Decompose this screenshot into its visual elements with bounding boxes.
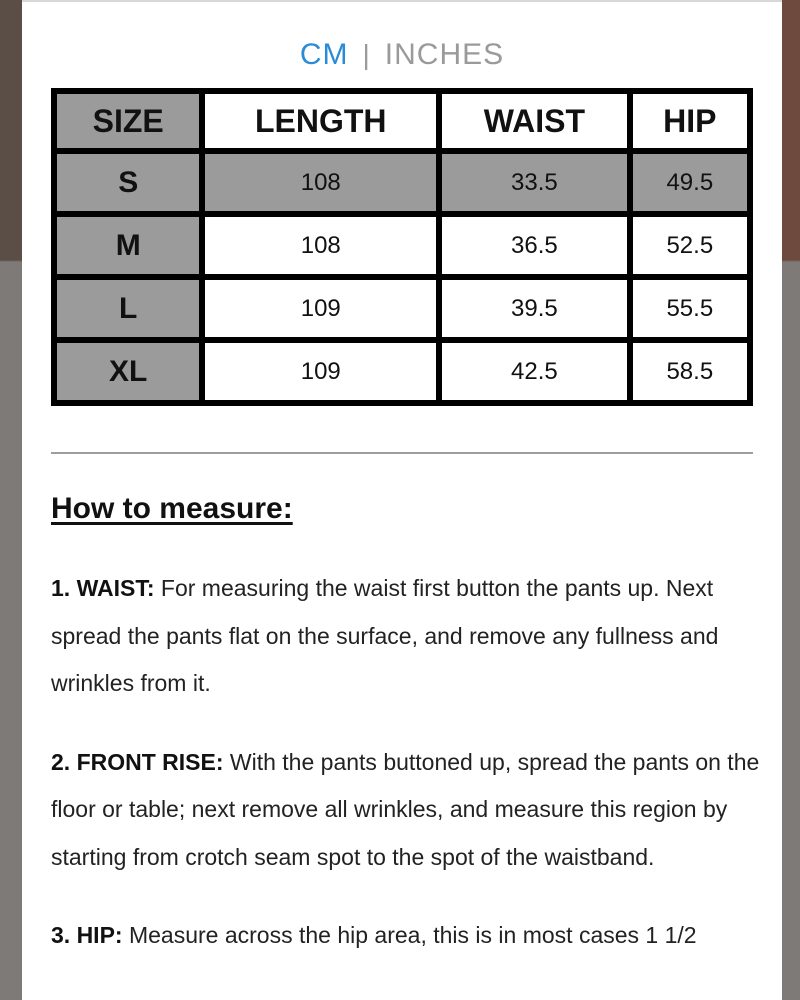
cell-waist: 36.5 [442, 217, 627, 274]
cell-hip: 52.5 [633, 217, 747, 274]
cell-hip: 55.5 [633, 280, 747, 337]
table-row [57, 217, 747, 274]
table-row [57, 343, 747, 400]
header-length: LENGTH [205, 94, 436, 148]
step-text: Measure across the hip area, this is in most cases 1 1/2 [122, 922, 697, 948]
step-text: With the pants buttoned up, spread the pants on the floor or table; next remove all wrinkles, and measure this region by starting from crotch seam spot to the spot of the waistband. [51, 748, 760, 870]
measure-step-waist [51, 565, 771, 708]
measure-steps [51, 565, 771, 991]
table-row [57, 154, 747, 211]
header-hip: HIP [633, 94, 747, 148]
background-left [0, 0, 22, 1000]
cell-size: XL [57, 343, 199, 400]
cell-length: 108 [205, 154, 436, 211]
unit-inches-option[interactable]: INCHES [384, 38, 505, 71]
cell-hip: 49.5 [633, 154, 747, 211]
cell-hip: 58.5 [633, 343, 747, 400]
cell-waist: 42.5 [442, 343, 627, 400]
cell-size: M [57, 217, 199, 274]
how-to-measure-title: How to measure: [51, 492, 293, 525]
table-row [57, 280, 747, 337]
cell-size: L [57, 280, 199, 337]
step-label: 1. WAIST: [51, 575, 155, 601]
cell-length: 108 [205, 217, 436, 274]
unit-cm-option[interactable]: CM [299, 38, 349, 71]
header-waist: WAIST [442, 94, 627, 148]
unit-separator: | [362, 39, 371, 70]
cell-length: 109 [205, 280, 436, 337]
step-label: 2. FRONT RISE: [51, 748, 224, 775]
measure-step-hip [51, 912, 771, 960]
background-right [780, 0, 800, 1000]
cell-waist: 33.5 [442, 154, 627, 211]
header-size: SIZE [57, 94, 199, 148]
cell-length: 109 [205, 343, 436, 400]
size-table [51, 88, 753, 406]
cell-size: S [57, 154, 199, 211]
step-text: For measuring the waist first button the pants up. Next spread the pants flat on the surface, and remove any fullness and wrinkles from it. [51, 575, 719, 696]
cell-waist: 39.5 [442, 280, 627, 337]
size-chart-modal [22, 0, 782, 1000]
step-label: 3. HIP: [51, 922, 123, 948]
section-divider [51, 452, 753, 454]
measure-step-front-rise [51, 739, 771, 882]
table-header-row [57, 94, 747, 148]
unit-toggle [22, 38, 782, 72]
